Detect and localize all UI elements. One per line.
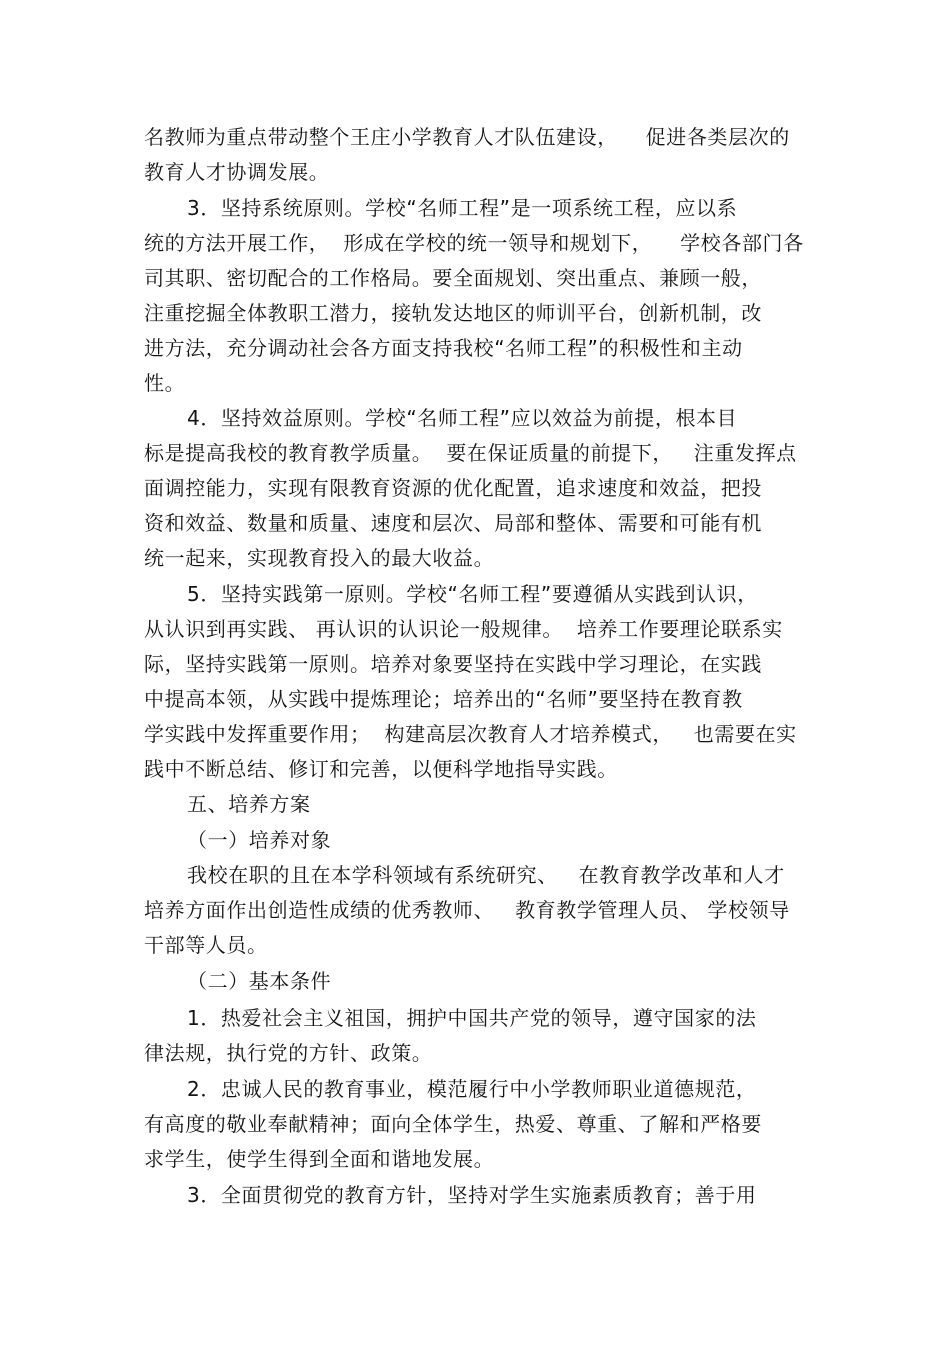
text-line: 5．坚持实践第一原则。学校“名师工程”要遵循从实践到认识， xyxy=(187,582,758,606)
text-line: 践中不断总结、修订和完善，以便科学地指导实践。 xyxy=(144,757,618,781)
subsection-heading: （一）培养对象 xyxy=(187,828,332,852)
section-heading: 五、培养方案 xyxy=(187,792,311,816)
text-line: 3．全面贯彻党的教育方针，坚持对学生实施素质教育；善于用 xyxy=(187,1183,757,1207)
text-line: 统的方法开展工作， 形成在学校的统一领导和规划下， 学校各部门各 xyxy=(144,231,804,255)
text-line: 标是提高我校的教育教学质量。 要在保证质量的前提下， 注重发挥点 xyxy=(144,441,797,465)
text-line: 律法规，执行党的方针、政策。 xyxy=(144,1041,433,1065)
subsection-heading: （二）基本条件 xyxy=(187,969,332,993)
text-line: 资和效益、数量和质量、速度和层次、局部和整体、需要和可能有机 xyxy=(144,511,762,535)
text-line: 从认识到再实践、 再认识的认识论一般规律。 培养工作要理论联系实 xyxy=(144,617,783,641)
text-line: 名教师为重点带动整个王庄小学教育人才队伍建设， 促进各类层次的 xyxy=(144,125,790,149)
text-line: 中提高本领，从实践中提炼理论；培养出的“名师”要坚持在教育教 xyxy=(144,687,743,711)
text-line: 3．坚持系统原则。学校“名师工程”是一项系统工程，应以系 xyxy=(187,196,738,220)
text-line: 教育人才协调发展。 xyxy=(144,160,330,184)
text-line: 进方法，充分调动社会各方面支持我校“名师工程”的积极性和主动 xyxy=(144,336,743,360)
text-line: 有高度的敬业奉献精神；面向全体学生，热爱、尊重、了解和严格要 xyxy=(144,1112,762,1136)
text-line: 我校在职的且在本学科领域有系统研究、 在教育教学改革和人才 xyxy=(187,863,785,887)
text-line: 学实践中发挥重要作用； 构建高层次教育人才培养模式， 也需要在实 xyxy=(144,722,797,746)
text-line: 性。 xyxy=(144,371,186,395)
text-line: 干部等人员。 xyxy=(144,933,268,957)
text-line: 际，坚持实践第一原则。培养对象要坚持在实践中学习理论，在实践 xyxy=(144,652,762,676)
text-line: 求学生，使学生得到全面和谐地发展。 xyxy=(144,1147,495,1171)
text-line: 培养方面作出创造性成绩的优秀教师、 教育教学管理人员、 学校领导 xyxy=(144,898,790,922)
text-line: 1．热爱社会主义祖国，拥护中国共产党的领导，遵守国家的法 xyxy=(187,1006,757,1030)
text-line: 面调控能力，实现有限教育资源的优化配置，追求速度和效益，把投 xyxy=(144,476,762,500)
text-line: 4．坚持效益原则。学校“名师工程”应以效益为前提，根本目 xyxy=(187,406,738,430)
text-line: 统一起来，实现教育投入的最大收益。 xyxy=(144,546,495,570)
text-line: 2．忠诚人民的教育事业，模范履行中小学教师职业道德规范， xyxy=(187,1077,757,1101)
text-line: 注重挖掘全体教职工潜力，接轨发达地区的师训平台，创新机制，改 xyxy=(144,301,762,325)
text-line: 司其职、密切配合的工作格局。要全面规划、突出重点、兼顾一般， xyxy=(144,266,762,290)
